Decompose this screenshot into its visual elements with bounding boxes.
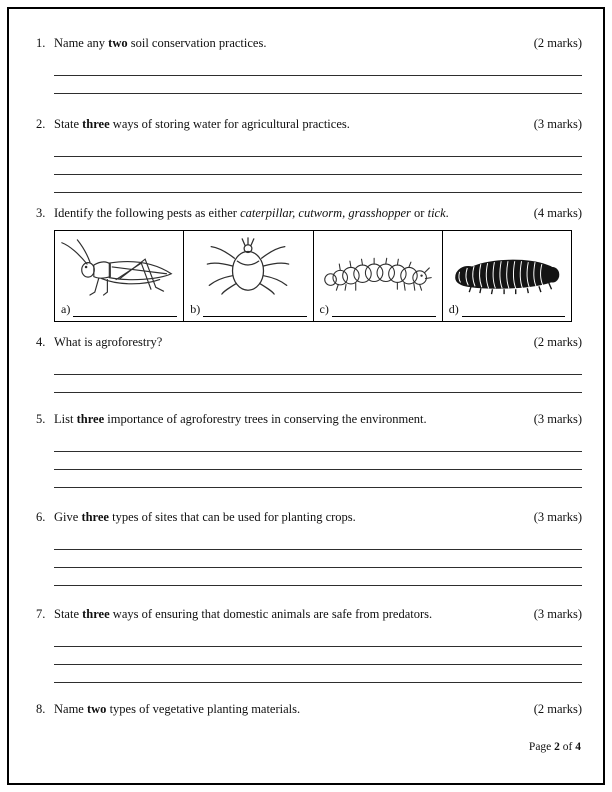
question-text-segment: types of vegetative planting materials. xyxy=(106,702,301,716)
pest-cell-a xyxy=(54,230,184,322)
answer-line xyxy=(54,76,582,94)
marks-label: (3 marks) xyxy=(533,117,582,131)
pest-cell-c xyxy=(313,230,443,322)
question-number: 2. xyxy=(36,117,46,131)
question-text-bold: three xyxy=(82,607,110,621)
answer-line xyxy=(54,175,582,193)
pest-cell-d xyxy=(442,230,572,322)
question-text-segment: importance of agroforestry trees in conserving the environment. xyxy=(104,412,427,426)
pest-answer-blank-c xyxy=(332,304,436,317)
question-number: 8. xyxy=(36,702,46,716)
answer-lines xyxy=(54,629,582,683)
question-text xyxy=(54,117,534,133)
question-text-segment: Identify the following pests as either xyxy=(54,206,241,220)
marks-label: (3 marks) xyxy=(533,412,582,426)
question-text xyxy=(54,335,534,351)
question-row xyxy=(36,412,582,428)
question-row xyxy=(36,117,582,133)
cutworm-larva-illustration xyxy=(314,231,442,302)
marks-label: (2 marks) xyxy=(533,335,582,349)
pest-label-b: b) xyxy=(190,301,201,316)
answer-line xyxy=(54,452,582,470)
question-text-italic: tick xyxy=(427,206,446,220)
answer-line xyxy=(54,532,582,550)
answer-line xyxy=(54,58,582,76)
marks-label: (4 marks) xyxy=(533,206,582,220)
marks-label: (2 marks) xyxy=(533,702,582,716)
footer-total-pages: 4 xyxy=(575,741,581,753)
question-text xyxy=(54,510,534,526)
question-row xyxy=(36,36,582,52)
question-text-segment: soil conservation practices. xyxy=(127,36,267,50)
question-1 xyxy=(36,36,582,94)
pest-label-a: a) xyxy=(61,301,71,316)
pest-label-row xyxy=(184,302,312,321)
question-text xyxy=(54,607,534,623)
answer-lines xyxy=(54,58,582,94)
answer-line xyxy=(54,665,582,683)
pest-answer-blank-a xyxy=(73,304,177,317)
question-text-segment: State xyxy=(54,607,83,621)
question-7 xyxy=(36,607,582,683)
answer-line xyxy=(54,629,582,647)
question-text-segment: State xyxy=(54,117,83,131)
pest-label-row xyxy=(314,302,442,321)
question-text-bold: two xyxy=(86,702,107,716)
answer-line xyxy=(54,568,582,586)
question-row xyxy=(36,335,582,351)
footer-page-number: 2 xyxy=(554,741,560,753)
answer-lines xyxy=(54,139,582,193)
footer-of: of xyxy=(562,741,573,753)
pest-label-c: c) xyxy=(319,301,329,316)
answer-lines xyxy=(54,357,582,393)
page-footer xyxy=(529,741,581,753)
answer-lines xyxy=(54,434,582,488)
question-text-bold: three xyxy=(81,510,109,524)
tick-illustration xyxy=(184,231,312,302)
question-text-segment: Give xyxy=(54,510,82,524)
question-number: 5. xyxy=(36,412,46,426)
pest-label-row xyxy=(443,302,571,321)
question-row xyxy=(36,510,582,526)
question-6 xyxy=(36,510,582,586)
question-text-segment: Name xyxy=(54,702,87,716)
question-text xyxy=(54,36,534,52)
footer-label: Page xyxy=(528,741,552,753)
question-text-segment: types of sites that can be used for planting crops. xyxy=(108,510,356,524)
question-3 xyxy=(36,206,582,322)
answer-line xyxy=(54,550,582,568)
question-text xyxy=(54,412,534,428)
pest-label-d: d) xyxy=(448,301,459,316)
pest-image-grid xyxy=(54,230,572,322)
question-text-bold: two xyxy=(108,36,128,50)
pest-cell-b xyxy=(183,230,313,322)
question-text-segment: ways of ensuring that domestic animals are safe from predators. xyxy=(109,607,433,621)
marks-label: (3 marks) xyxy=(533,510,582,524)
question-number: 1. xyxy=(36,36,46,50)
question-row xyxy=(36,607,582,623)
question-text-segment: ways of storing water for agricultural practices. xyxy=(109,117,350,131)
answer-line xyxy=(54,647,582,665)
question-text xyxy=(54,206,534,222)
answer-line xyxy=(54,375,582,393)
question-8 xyxy=(36,702,582,718)
question-text-bold: three xyxy=(76,412,105,426)
marks-label: (2 marks) xyxy=(533,36,582,50)
answer-lines xyxy=(54,532,582,586)
answer-line xyxy=(54,357,582,375)
question-number: 4. xyxy=(36,335,46,349)
question-row xyxy=(36,702,582,718)
pest-answer-blank-b xyxy=(203,304,306,317)
question-text-segment: List xyxy=(54,412,77,426)
question-number: 7. xyxy=(36,607,46,621)
marks-label: (3 marks) xyxy=(533,607,582,621)
answer-line xyxy=(54,139,582,157)
question-text-segment: What is agroforestry? xyxy=(54,335,163,349)
question-text-segment: Name any xyxy=(54,36,109,50)
question-text xyxy=(54,702,534,718)
question-text-bold: three xyxy=(82,117,110,131)
question-text-italic: caterpillar, cutworm, grasshopper xyxy=(240,206,411,220)
pest-answer-blank-d xyxy=(462,304,565,317)
question-2 xyxy=(36,117,582,193)
caterpillar-illustration xyxy=(443,231,571,302)
question-number: 3. xyxy=(36,206,46,220)
question-row xyxy=(36,206,582,222)
grasshopper-illustration xyxy=(55,231,183,302)
question-number: 6. xyxy=(36,510,46,524)
pest-label-row xyxy=(55,302,183,321)
answer-line xyxy=(54,157,582,175)
question-5 xyxy=(36,412,582,488)
answer-line xyxy=(54,434,582,452)
question-4 xyxy=(36,335,582,393)
question-text-segment: . xyxy=(445,206,449,220)
question-text-segment: or xyxy=(410,206,428,220)
answer-line xyxy=(54,470,582,488)
